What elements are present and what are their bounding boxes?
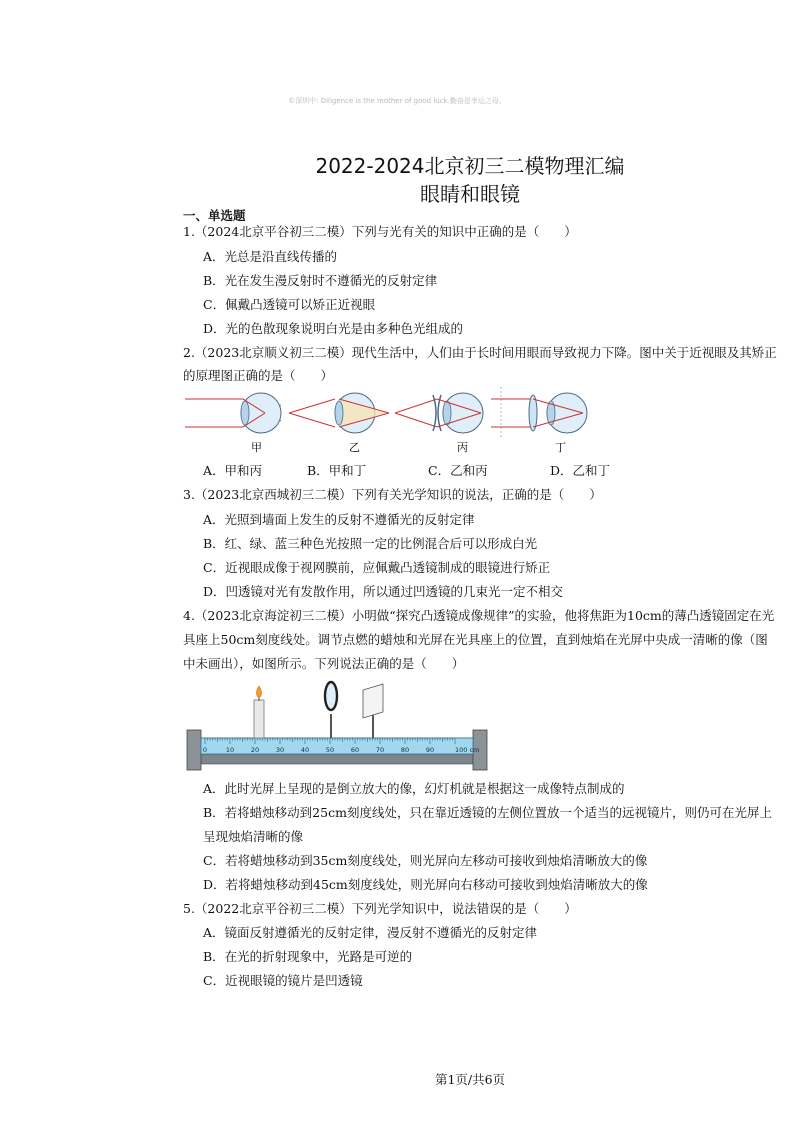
q4-option-b-line2: 呈现烛焰清晰的像 bbox=[203, 829, 304, 844]
q2-stem-line2: 的原理图正确的是（ ） bbox=[183, 368, 334, 383]
q5-option-c: C．近视眼镜的镜片是凹透镜 bbox=[203, 973, 363, 988]
watermark: ©深圳中: Diligence is the mother of good luck.勤奋是幸运之母。 bbox=[288, 97, 506, 105]
q1-option-b: B．光在发生漫反射时不遵循光的反射定律 bbox=[203, 273, 438, 288]
ruler-label: 70 bbox=[375, 746, 385, 754]
ruler-label: 0 bbox=[202, 746, 208, 754]
page-footer: 第1页/共6页 bbox=[434, 1072, 506, 1087]
ruler-label: 100 cm bbox=[455, 746, 480, 754]
q2-option-c: C．乙和丙 bbox=[428, 463, 488, 478]
q5-option-a: A．镜面反射遵循光的反射定律，漫反射不遵循光的反射定律 bbox=[203, 925, 538, 940]
q3-option-b: B．红、绿、蓝三种色光按照一定的比例混合后可以形成白光 bbox=[203, 536, 538, 551]
optical-bench-figure bbox=[183, 678, 493, 774]
q4-stem-line3: 中未画出），如图所示。下列说法正确的是（ ） bbox=[183, 656, 465, 671]
caption-bing: 丙 bbox=[457, 441, 468, 454]
eye-diagram-jia bbox=[185, 393, 281, 433]
ruler-label: 10 bbox=[225, 746, 235, 754]
caption-jia: 甲 bbox=[251, 441, 262, 454]
q5-option-b: B．在光的折射现象中，光路是可逆的 bbox=[203, 949, 413, 964]
q4-stem-line1: 4.（2023北京海淀初三二模）小明做“探究凸透镜成像规律”的实验，他将焦距为10cm的薄凸透镜固定在光 bbox=[183, 608, 775, 623]
q1-option-c: C．佩戴凸透镜可以矫正近视眼 bbox=[203, 297, 376, 312]
q3-option-d: D．凹透镜对光有发散作用，所以通过凹透镜的几束光一定不相交 bbox=[203, 584, 564, 599]
q3-option-c: C．近视眼成像于视网膜前，应佩戴凸透镜制成的眼镜进行矫正 bbox=[203, 560, 551, 575]
ruler-label: 90 bbox=[425, 746, 435, 754]
q2-option-d: D．乙和丁 bbox=[550, 463, 611, 478]
caption-yi: 乙 bbox=[349, 441, 360, 454]
ruler-label: 60 bbox=[350, 746, 360, 754]
q4-option-b-line1: B．若将蜡烛移动到25cm刻度线处，只在靠近透镜的左侧位置放一个适当的远视镜片，则仍可在光屏上 bbox=[203, 805, 772, 820]
section-heading: 一、单选题 bbox=[183, 208, 246, 223]
document-subtitle: 眼睛和眼镜 bbox=[420, 182, 520, 206]
q5-stem: 5.（2022北京平谷初三二模）下列光学知识中，说法错误的是（ ） bbox=[183, 901, 577, 916]
q1-option-a: A．光总是沿直线传播的 bbox=[203, 249, 338, 264]
light-screen bbox=[363, 684, 383, 738]
q3-option-a: A．光照到墙面上发生的反射不遵循光的反射定律 bbox=[203, 512, 475, 527]
candle bbox=[254, 686, 264, 738]
q3-stem: 3.（2023北京西城初三二模）下列有关光学知识的说法，正确的是（ ） bbox=[183, 487, 602, 502]
ruler-label: 20 bbox=[250, 746, 260, 754]
q4-option-d: D．若将蜡烛移动到45cm刻度线处，则光屏向右移动可接收到烛焰清晰放大的像 bbox=[203, 877, 648, 892]
q4-stem-line2: 具座上50cm刻度线处。调节点燃的蜡烛和光屏在光具座上的位置，直到烛焰在光屏中央成一清晰的像（图 bbox=[183, 632, 768, 647]
q1-stem: 1.（2024北京平谷初三二模）下列与光有关的知识中正确的是（ ） bbox=[183, 224, 577, 239]
ruler-label: 80 bbox=[400, 746, 410, 754]
ruler-label: 50 bbox=[325, 746, 335, 754]
q2-stem-line1: 2.（2023北京顺义初三二模）现代生活中，人们由于长时间用眼而导致视力下降。图中关于近视眼及其矫正 bbox=[183, 345, 777, 360]
eye-diagram-yi bbox=[289, 393, 389, 433]
caption-ding: 丁 bbox=[555, 441, 566, 454]
q4-option-a: A．此时光屏上呈现的是倒立放大的像，幻灯机就是根据这一成像特点制成的 bbox=[203, 781, 625, 796]
eye-diagram-ding bbox=[491, 387, 587, 439]
q1-option-d: D．光的色散现象说明白光是由多种色光组成的 bbox=[203, 321, 464, 336]
eye-diagrams-figure bbox=[183, 385, 603, 457]
q2-option-a: A．甲和丙 bbox=[203, 463, 263, 478]
convex-lens bbox=[325, 682, 337, 738]
ruler-label: 40 bbox=[300, 746, 310, 754]
document-title: 2022-2024北京初三二模物理汇编 bbox=[315, 154, 625, 178]
eye-diagram-bing bbox=[395, 393, 483, 433]
q2-option-b: B．甲和丁 bbox=[307, 463, 367, 478]
q4-option-c: C．若将蜡烛移动到35cm刻度线处，则光屏向左移动可接收到烛焰清晰放大的像 bbox=[203, 853, 648, 868]
ruler-label: 30 bbox=[275, 746, 285, 754]
